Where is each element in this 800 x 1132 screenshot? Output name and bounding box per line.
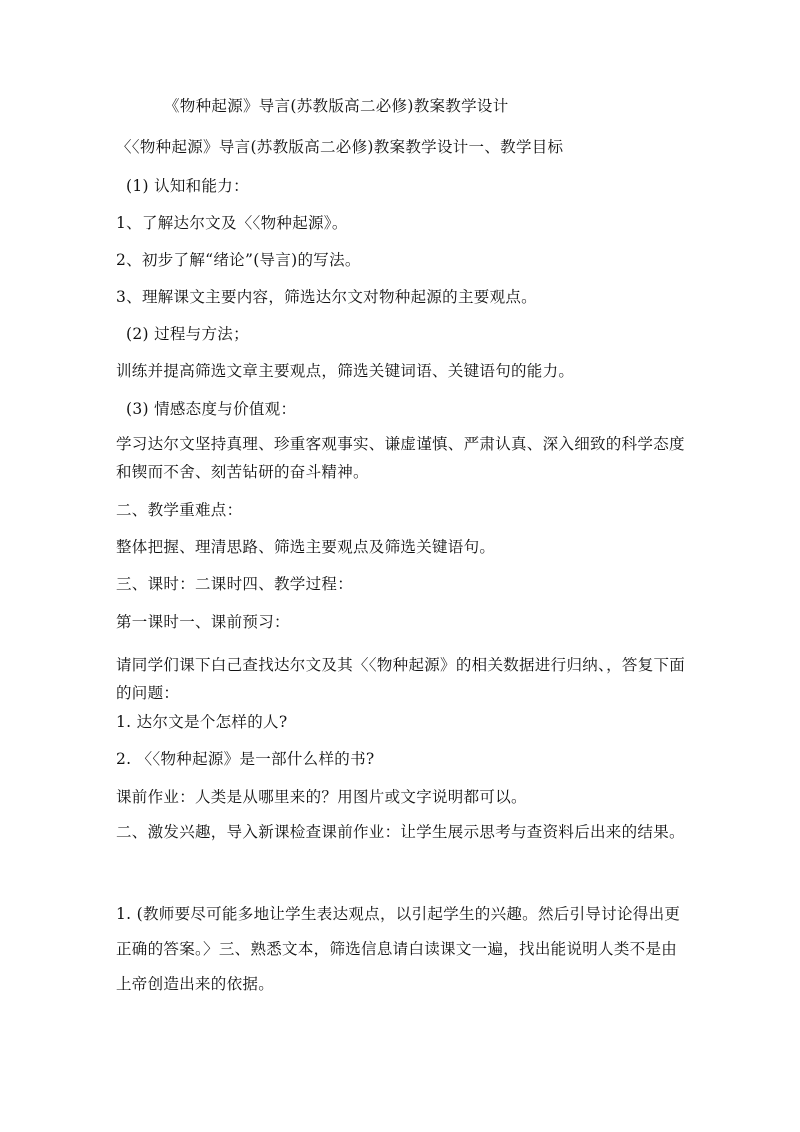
paragraph: 请同学们课下白己查找达尔文及其〈〈物种起源》的相关数据进行归纳、，答复下面的问题： [116, 656, 686, 702]
section-heading: (2) 过程与方法； [126, 325, 249, 343]
list-item: 1. 达尔文是个怎样的人? [116, 713, 288, 731]
section-heading: 第一课时一、课前预习： [116, 613, 290, 631]
list-item: 1、了解达尔文及〈〈物种起源》。 [116, 214, 348, 232]
paragraph: 二、激发兴趣，导入新课检查课前作业：让学生展示思考与查资料后出来的结果。 [116, 823, 685, 841]
section-heading: 三、课时：二课时四、教学过程： [116, 575, 354, 593]
list-item: 2. 〈〈物种起源》是一部什么样的书? [116, 750, 375, 768]
section-heading: (3) 情感态度与价值观： [126, 400, 297, 418]
paragraph: 1. (教师要尽可能多地让学生表达观点，以引起学生的兴趣。然后引导讨论得出更正确的答案。〉三、熟悉文本，筛选信息请白读课文一遍，找出能说明人类不是由上帝创造出来的依据。 [116, 905, 681, 993]
text-line: 整体把握、理清思路、筛选主要观点及筛选关键语句。 [116, 538, 496, 556]
list-item: 2、初步了解“绪论”(导言)的写法。 [116, 251, 361, 269]
text-line: 〈〈物种起源》导言(苏教版高二必修)教案教学设计一、教学目标 [116, 138, 564, 156]
section-heading: 二、教学重难点： [116, 501, 243, 519]
document-title: 《物种起源》导言(苏教版高二必修)教案教学设计 [164, 97, 509, 115]
text-line: 课前作业：人类是从哪里来的？用图片或文字说明都可以。 [116, 788, 527, 806]
list-item: 3、理解课文主要内容，筛选达尔文对物种起源的主要观点。 [116, 288, 537, 306]
section-heading: (1) 认知和能力： [126, 177, 249, 195]
paragraph: 学习达尔文坚持真理、珍重客观事实、谦虚谨慎、严肃认真、深入细致的科学态度和锲而不舍、刻苦钻研的奋斗精神。 [116, 435, 685, 481]
text-line: 训练并提高筛选文章主要观点，筛选关键词语、关键语句的能力。 [116, 362, 575, 380]
